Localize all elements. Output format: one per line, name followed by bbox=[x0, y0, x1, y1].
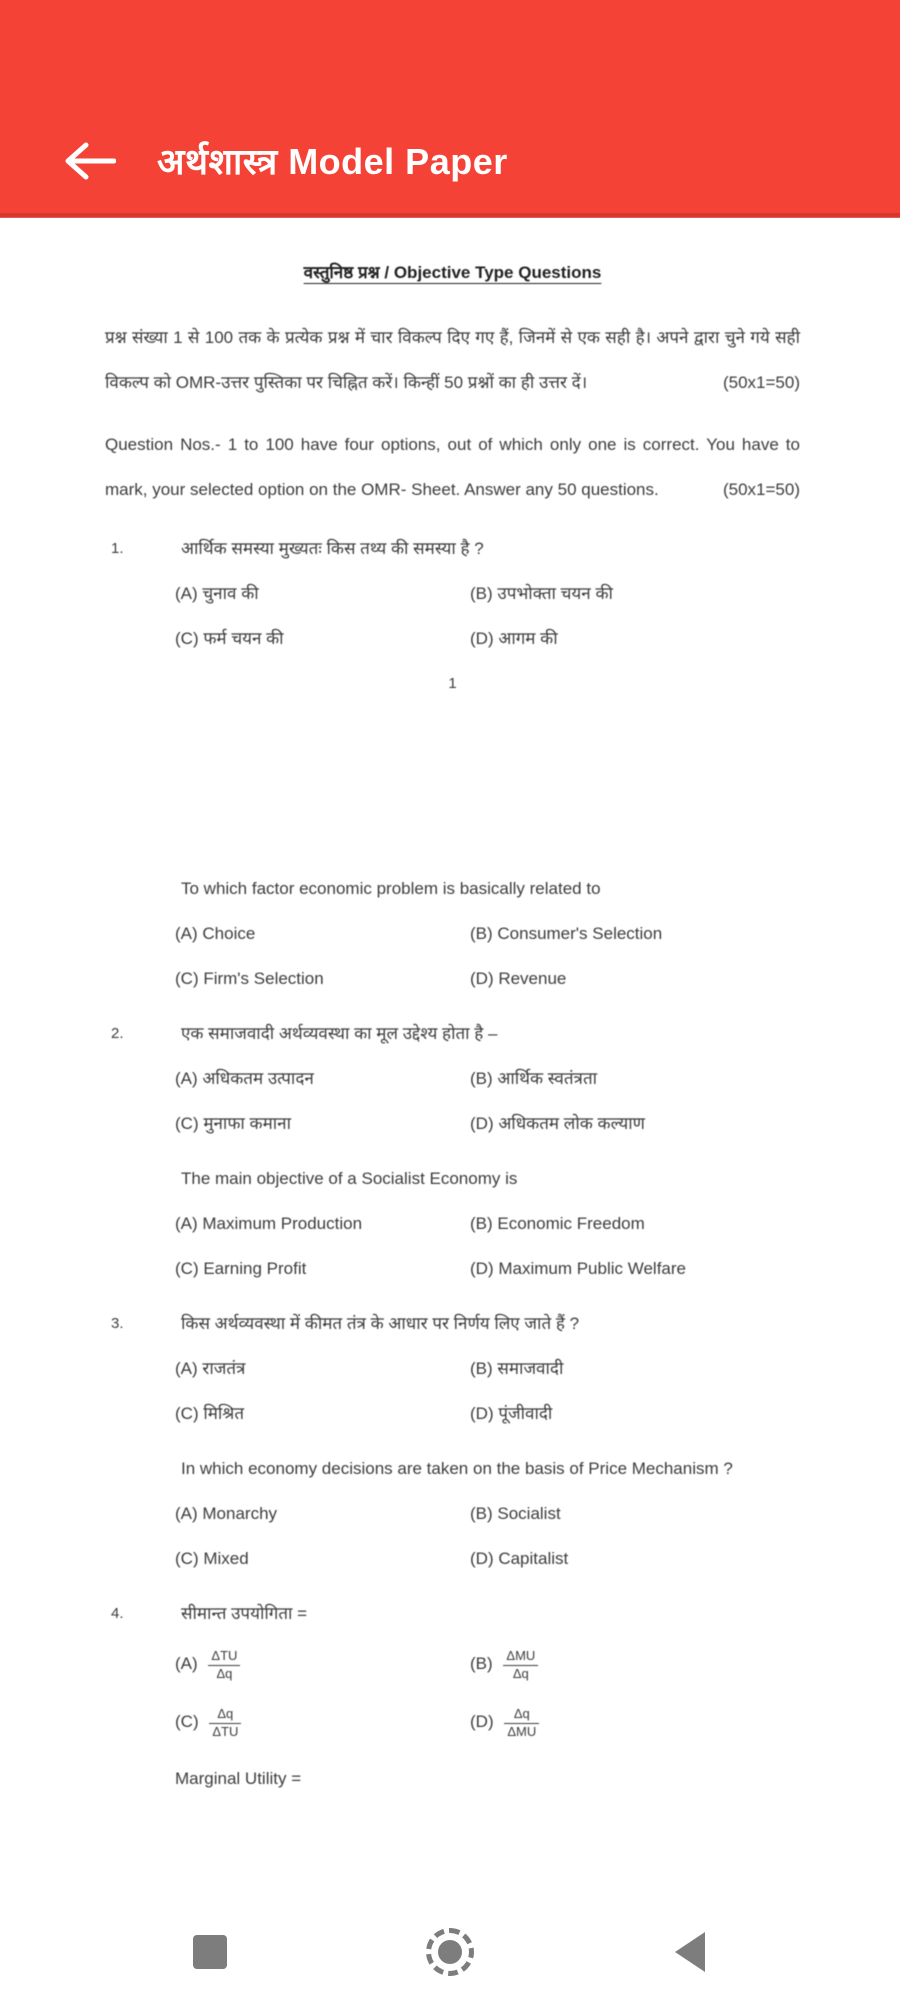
question-text: Marginal Utility = bbox=[175, 1769, 302, 1788]
recents-square-icon bbox=[193, 1935, 227, 1969]
option: (D) $\frac{\Delta q}{\text{ΔMU}}$ bbox=[470, 1706, 800, 1740]
question-number bbox=[105, 1156, 181, 1201]
option: (C) मुनाफा कमाना bbox=[175, 1114, 292, 1133]
option: (B) उपभोक्ता चयन की bbox=[470, 584, 613, 603]
instructions-hindi bbox=[105, 315, 800, 405]
question-row bbox=[105, 1301, 800, 1346]
marks-badge: (50x1=50) bbox=[722, 373, 800, 392]
question-block bbox=[105, 866, 800, 1001]
options-row bbox=[175, 1636, 800, 1694]
question-number: 3. bbox=[111, 1315, 124, 1332]
option: (B) Socialist bbox=[470, 1504, 561, 1523]
question-row bbox=[105, 526, 800, 571]
option: (B) $\frac{\text{ΔMU}}{\Delta q}$ bbox=[470, 1648, 800, 1682]
options-row bbox=[175, 1694, 800, 1752]
fraction bbox=[504, 1706, 539, 1740]
question-block bbox=[105, 1301, 800, 1436]
option: (C) Mixed bbox=[175, 1549, 249, 1568]
document-scroll-area[interactable] bbox=[0, 218, 900, 1900]
question-row bbox=[105, 1156, 800, 1201]
question-block bbox=[105, 526, 800, 661]
options-row bbox=[175, 1391, 800, 1436]
fraction-numerator: Δq bbox=[209, 1706, 241, 1723]
android-nav-bar bbox=[0, 1900, 900, 2003]
instructions-english-text: Question Nos.- 1 to 100 have four options, out of which only one is correct. You have to mark, your selected option on the OMR- Sheet. Answer any 50 questions. bbox=[105, 435, 800, 499]
options-row bbox=[175, 1346, 800, 1391]
option: (A) राजतंत्र bbox=[175, 1359, 246, 1378]
option: (C) Firm's Selection bbox=[175, 969, 324, 988]
options-row bbox=[175, 616, 800, 661]
home-circle-icon bbox=[426, 1928, 474, 1976]
question-list bbox=[105, 526, 800, 1801]
option: (C) $\frac{\Delta q}{\text{ΔTU}}$ bbox=[175, 1706, 470, 1740]
option: (A) Choice bbox=[175, 924, 256, 943]
option: (A) चुनाव की bbox=[175, 584, 259, 603]
options-row bbox=[175, 1056, 800, 1101]
page-number: 1 bbox=[448, 675, 457, 692]
option: (D) अधिकतम लोक कल्याण bbox=[470, 1114, 645, 1133]
document-heading: वस्तुनिष्ठ प्रश्न / Objective Type Questions bbox=[303, 263, 602, 282]
question-row bbox=[105, 866, 800, 911]
options-row bbox=[175, 1201, 800, 1246]
options-row bbox=[175, 1536, 800, 1581]
options-row bbox=[175, 911, 800, 956]
question-block bbox=[105, 1446, 800, 1581]
marks-badge: (50x1=50) bbox=[722, 480, 800, 499]
question-row bbox=[105, 1591, 800, 1636]
option: (C) फर्म चयन की bbox=[175, 629, 284, 648]
question-number bbox=[105, 1446, 181, 1491]
instructions-english bbox=[105, 422, 800, 512]
option: (C) Earning Profit bbox=[175, 1259, 307, 1278]
question-text: The main objective of a Socialist Economy is bbox=[181, 1169, 518, 1188]
option: (D) Capitalist bbox=[470, 1549, 569, 1568]
page-title: अर्थशास्त्र Model Paper bbox=[157, 141, 508, 182]
app-bar bbox=[0, 0, 900, 218]
option: (B) आर्थिक स्वतंत्रता bbox=[470, 1069, 598, 1088]
options-row bbox=[175, 1246, 800, 1291]
recents-button[interactable] bbox=[170, 1912, 250, 1992]
back-arrow-icon bbox=[62, 141, 116, 181]
question-row bbox=[105, 1011, 800, 1056]
page-break-gap bbox=[105, 706, 800, 856]
question-row bbox=[105, 1446, 800, 1491]
question-text: आर्थिक समस्या मुख्यतः किस तथ्य की समस्या है ? bbox=[181, 539, 484, 558]
option: (A) अधिकतम उत्पादन bbox=[175, 1069, 314, 1088]
question-text: किस अर्थव्यवस्था में कीमत तंत्र के आधार पर निर्णय लिए जाते हैं ? bbox=[181, 1314, 580, 1333]
option: (A) Maximum Production bbox=[175, 1214, 363, 1233]
option: (B) समाजवादी bbox=[470, 1359, 564, 1378]
question-text: सीमान्त उपयोगिता = bbox=[181, 1604, 308, 1623]
nav-back-button[interactable] bbox=[650, 1912, 730, 1992]
options-row bbox=[175, 571, 800, 616]
instructions-hindi-text: प्रश्न संख्या 1 से 100 तक के प्रत्येक प्रश्न में चार विकल्प दिए गए हैं, जिनमें से एक सही है। अपने द्वारा चुने गये सही विकल्प को OMR-उत्तर पुस्तिका पर चिह्नित करें। किन्हीं 50 प्रश्नों का ही उत्तर दें। bbox=[105, 328, 800, 392]
fraction-denominator: ΔTU bbox=[212, 1723, 239, 1739]
question-block bbox=[105, 1011, 800, 1146]
option: (A) Monarchy bbox=[175, 1504, 278, 1523]
fraction bbox=[503, 1648, 538, 1682]
back-button[interactable] bbox=[57, 137, 121, 185]
fraction-numerator: Δq bbox=[504, 1706, 539, 1723]
options-row bbox=[175, 1491, 800, 1536]
fraction bbox=[209, 1706, 241, 1740]
question-text: एक समाजवादी अर्थव्यवस्था का मूल उद्देश्य होता है – bbox=[181, 1024, 498, 1043]
fraction-denominator: Δq bbox=[512, 1665, 529, 1681]
question-block bbox=[105, 1156, 800, 1291]
question-block bbox=[105, 1591, 800, 1752]
fraction-numerator: ΔMU bbox=[503, 1648, 538, 1665]
fraction-numerator: ΔTU bbox=[208, 1648, 240, 1665]
options-row bbox=[175, 956, 800, 1001]
question-number bbox=[105, 866, 181, 911]
home-button[interactable] bbox=[410, 1912, 490, 1992]
question-number: 4. bbox=[111, 1605, 124, 1622]
question-text: In which economy decisions are taken on the basis of Price Mechanism ? bbox=[181, 1459, 733, 1478]
option: (B) Economic Freedom bbox=[470, 1214, 645, 1233]
option: (B) Consumer's Selection bbox=[470, 924, 663, 943]
fraction-denominator: ΔMU bbox=[507, 1723, 537, 1739]
fraction bbox=[208, 1648, 240, 1682]
fraction-denominator: Δq bbox=[216, 1665, 233, 1681]
option: (A) $\frac{\text{ΔTU}}{\Delta q}$ bbox=[175, 1648, 470, 1682]
question-number: 2. bbox=[111, 1025, 124, 1042]
back-triangle-icon bbox=[675, 1932, 705, 1972]
option: (C) मिश्रित bbox=[175, 1404, 245, 1423]
question-text: To which factor economic problem is basically related to bbox=[181, 879, 601, 898]
option: (D) Revenue bbox=[470, 969, 567, 988]
option: (D) पूंजीवादी bbox=[470, 1404, 553, 1423]
option: (D) आगम की bbox=[470, 629, 558, 648]
option: (D) Maximum Public Welfare bbox=[470, 1259, 687, 1278]
options-row bbox=[175, 1101, 800, 1146]
question-number: 1. bbox=[111, 540, 124, 557]
